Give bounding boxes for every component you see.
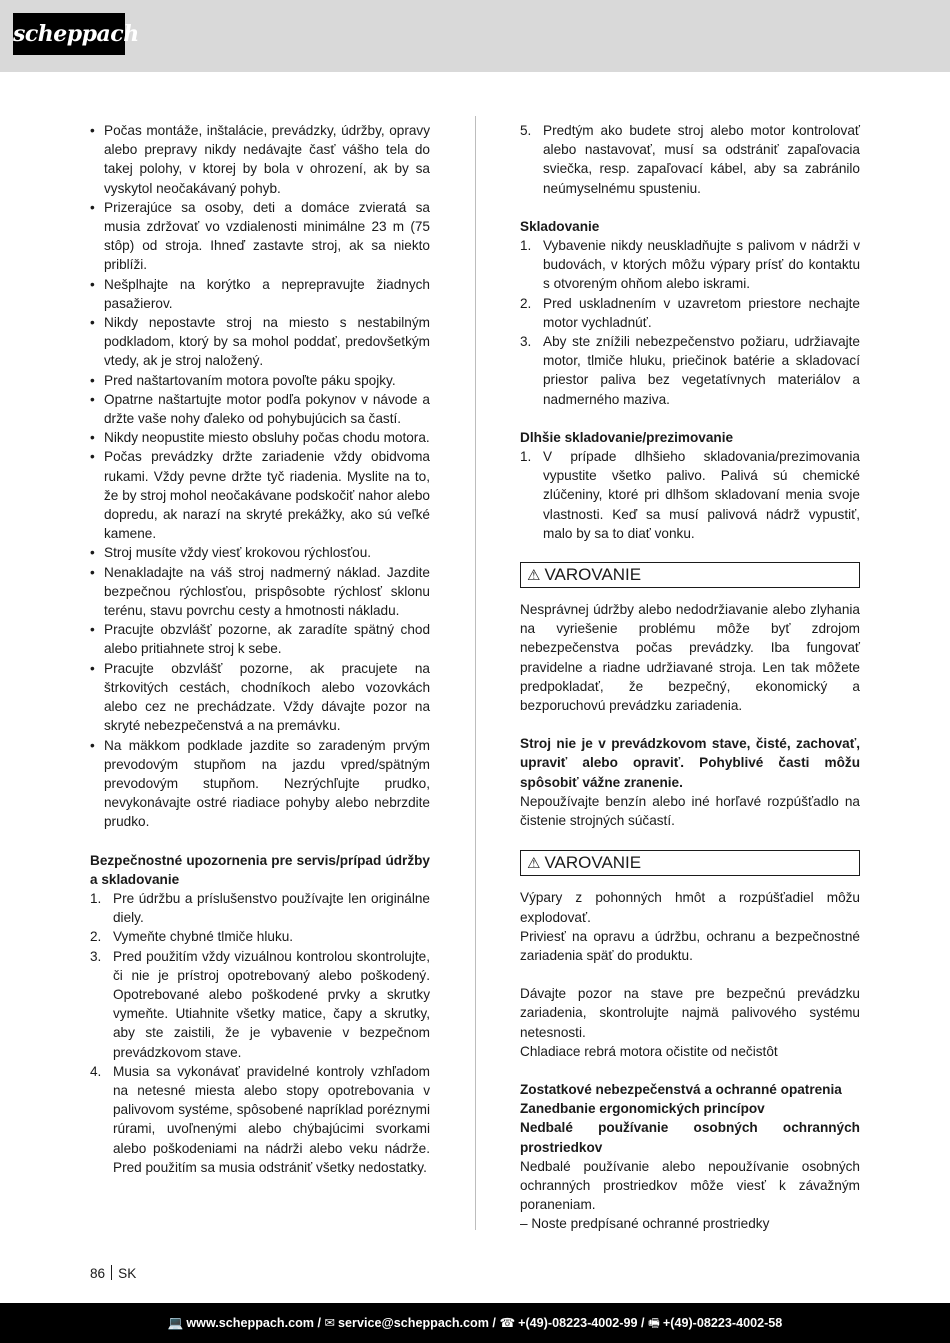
footer-fax: +(49)-08223-4002-58 [662,1316,783,1330]
service-heading: Bezpečnostné upozornenia pre servis/prípad údržby a skladovanie [90,852,430,887]
warning-triangle-icon: ⚠ [527,855,541,873]
storage-heading: Skladovanie [520,218,600,234]
list-item: • Nešplhajte na korýtko a neprepravujte žiadnych pasažierov. [90,275,430,313]
list-item: 3. Pred použitím vždy vizuálnou kontrolou skontrolujte, či nie je prístroj opotrebovaný alebo poškodený. Opotrebované alebo poškodené prvky a skrutky vymeňte. Utiahnite všetky matice, čapy a skrutky, aby ste zaistili, že je vybavenie v bezpečnom prevádzkovom stave. [90,948,430,1060]
header-bar [0,0,950,72]
warning-text: Nesprávnej údržby alebo nedodržiavanie alebo zlyhania na vyriešenie problému môže byť zdrojom nebezpečenstva počas prevádzky. Iba fungovať pravidelne a riadne udržiavané stroja. Len tak môžete predpokladať, že bezpečný, ekonomický a bezporuchovú prevádzku zariadenia. [520,602,860,714]
page-number [90,1265,136,1281]
continued-list [520,121,860,198]
storage-list [520,236,860,409]
residual-heading-3: Nedbalé používanie osobných ochranných prostriedkov [520,1120,860,1155]
list-item: • Nikdy nepostavte stroj na miesto s nestabilným podkladom, ktorý by sa mohol poddať, predovšetkým vtedy, ak je stroj naložený. [90,313,430,371]
warning-label: VAROVANIE [544,853,642,873]
residual-heading-1: Zostatkové nebezpečenstvá a ochranné opatrenia [520,1081,842,1097]
page-separator [111,1265,112,1280]
list-item: • Pracujte obzvlášť pozorne, ak zaradíte spätný chod alebo pritiahnete stroj k sebe. [90,620,430,658]
list-item: 1. Vybavenie nikdy neuskladňujte s palivom v nádrži v budovách, v ktorých môžu výpary prísť do kontaktu s otvoreným ohňom alebo iskrami. [520,238,860,292]
list-item: • Pred naštartovaním motora povoľte páku spojky. [90,371,430,390]
list-item: • Počas prevádzky držte zariadenie vždy obidvoma rukami. Vždy pevne držte tyč riadenia. Myslite na to, že by stroj mohol neočakávane podskočiť nahor alebo dopredu, ak narazí na skryté prekážky, ako sú veľké kamene. [90,447,430,543]
right-column [520,121,860,1234]
footer-phone: +(49)-08223-4002-99 [518,1316,638,1330]
residual-item: – Noste predpísané ochranné prostriedky [520,1216,770,1232]
footer-email[interactable]: service@scheppach.com [338,1316,489,1330]
list-item: 1. Pre údržbu a príslušenstvo používajte len originálne diely. [90,890,430,926]
mail-icon: ✉ [324,1316,336,1330]
warning-label: VAROVANIE [544,565,642,585]
list-item: • Opatrne naštartujte motor podľa pokynov v návode a držte vaše nohy ďaleko od pohybujúcich sa častí. [90,390,430,428]
page-number-value: 86 [90,1266,106,1281]
column-divider [475,116,476,1230]
left-column [90,121,430,1177]
phone-icon: ☎ [499,1316,516,1330]
residual-heading-2: Zanedbanie ergonomických princípov [520,1101,765,1117]
warning2-text-4: Chladiace rebrá motora očistite od nečistôt [520,1043,778,1059]
scheppach-logo: scheppach [13,13,125,55]
long-storage-list [520,447,860,543]
warning2-text-1: Výpary z pohonných hmôt a rozpúšťadiel môžu explodovať. [520,890,860,925]
warning-after-text: Nepoužívajte benzín alebo iné horľavé rozpúšťadlo na čistenie strojných súčastí. [520,793,860,829]
list-item: 2. Pred uskladnením v uzavretom priestore nechajte motor vychladnúť. [520,295,860,330]
list-item: 3. Aby ste znížili nebezpečenstvo požiaru, udržiavajte motor, tlmiče hluku, priečinok batérie a skladovací priestor paliva bez vegetatívnych materiálov a nadmerného maziva. [520,334,860,407]
computer-icon: 💻 [167,1316,184,1330]
service-list [90,889,430,1177]
warning2-text-2: Priviesť na opravu a údržbu, ochranu a bezpečnostné zariadenia späť do produktu. [520,928,860,963]
list-item: • Stroj musíte vždy viesť krokovou rýchlosťou. [90,543,430,562]
list-item: • Nenakladajte na váš stroj nadmerný náklad. Jazdite bezpečnou rýchlosťou, prispôsobte rýchlosť sklonu terénu, stavu povrchu cesty a hmotnosti nákladu. [90,563,430,621]
footer-bar: 💻 www.scheppach.com / ✉ service@scheppach.com / ☎ +(49)-08223-4002-99 / 🖷 +(49)-08223-4002-58 [0,1303,950,1343]
list-item: • Pracujte obzvlášť pozorne, ak pracujete na štrkovitých cestách, chodníkoch alebo vozovkách alebo cez ne prechádzate. Vždy dávajte pozor na skryté nebezpečenstvá a na premávku. [90,659,430,736]
long-storage-heading: Dlhšie skladovanie/prezimovanie [520,429,734,445]
warning-bold-text: Stroj nie je v prevádzkovom stave, čisté, zachovať, upraviť alebo opraviť. Pohyblivé časti môžu spôsobiť vážne zranenie. [520,736,860,790]
list-item: 1. V prípade dlhšieho skladovania/prezimovania vypustite všetko palivo. Palivá sú chemické zlúčeniny, ktoré pri dlhšom skladovaní menia svoje vlastnosti. Keď sa musí palivová nádrž vypustiť, malo by sa to diať vonku. [520,449,860,541]
list-item: • Počas montáže, inštalácie, prevádzky, údržby, opravy alebo prepravy nikdy nedávajte časť vášho tela do takej polohy, v ktorej by bola v ohrození, ak by sa vyskytol neočakávaný pohyb. [90,121,430,198]
list-item: 4. Musia sa vykonávať pravidelné kontroly vzhľadom na netesné miesta alebo stopy opotrebovania v palivovom systéme, spôsobené napríklad poréznymi rúrami, uvoľnenými alebo chýbajúcimi svorkami alebo poškodeniami na nádrži alebo veku nádrže. Pred použitím sa musia odstrániť všetky nedostatky. [90,1063,430,1175]
fax-icon: 🖷 [648,1316,660,1330]
page-language: SK [118,1266,137,1281]
safety-bullet-list [90,121,430,832]
warning-box [520,562,860,588]
warning-box-2 [520,850,860,876]
footer-website[interactable]: www.scheppach.com [186,1316,314,1330]
warning2-text-3: Dávajte pozor na stave pre bezpečnú prevádzku zariadenia, skontrolujte najmä palivového systému netesnosti. [520,986,860,1040]
list-item: • Prizerajúce sa osoby, deti a domáce zvieratá sa musia zdržovať vo vzdialenosti minimálne 23 m (75 stôp) od stroja. Ihneď zastavte stroj, ak sa niekto priblíži. [90,198,430,275]
residual-text: Nedbalé používanie alebo nepoužívanie osobných ochranných prostriedkov môže viesť k závažným poraneniam. [520,1158,860,1213]
list-item: 2. Vymeňte chybné tlmiče hluku. [90,929,294,945]
list-item: • Nikdy neopustite miesto obsluhy počas chodu motora. [90,428,430,447]
list-item: • Na mäkkom podklade jazdite so zaradeným prvým prevodovým stupňom na jazdu vpred/spätným prevodovým stupňom. Nezrýchľujte prudko, nevykonávajte ostré riadiace pohyby alebo nebrzdite prudko. [90,736,430,832]
warning-triangle-icon: ⚠ [527,567,541,585]
list-item: 5. Predtým ako budete stroj alebo motor kontrolovať alebo nastavovať, musí sa odstrániť zapaľovacia sviečka, resp. zapaľovací kábel, aby sa zabránilo neúmyselnému spusteniu. [520,123,860,196]
